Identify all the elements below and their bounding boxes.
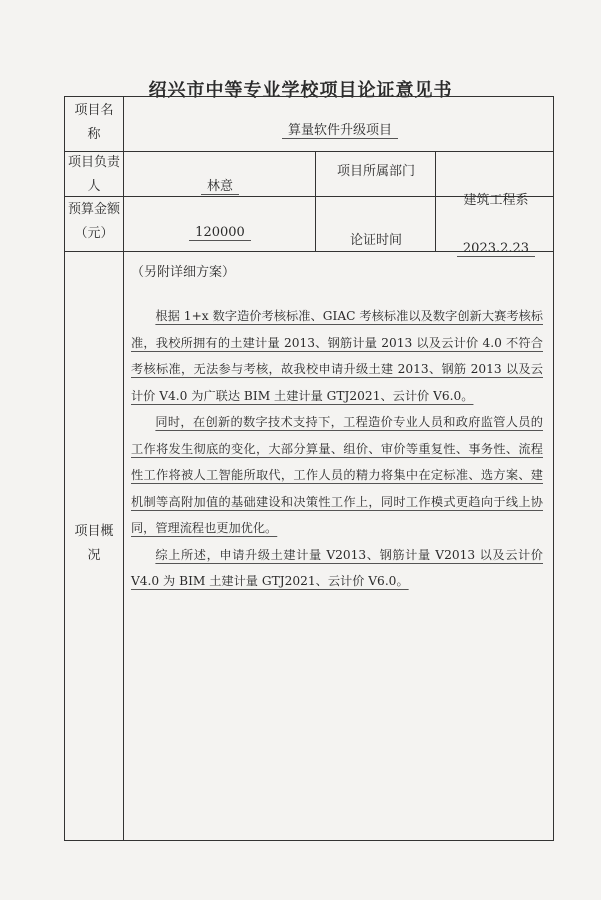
overview-label: 项目概况 [74, 524, 114, 563]
paragraph: 综上所述，申请升级土建计量 V2013、钢筋计量 V2013 以及云计价 V4.0 为 BIM 土建计量 GTJ2021、云计价 V6.0。 [131, 547, 543, 588]
date-label: 论证时间 [349, 233, 402, 248]
date-value: 2023.2.23 [437, 241, 555, 256]
dept-label: 项目所属部门 [336, 164, 415, 179]
owner-value: 林意 [125, 175, 315, 194]
dept-value: 建筑工程系 [463, 193, 529, 208]
overview-body [131, 303, 543, 595]
owner-label: 项目负责人 [67, 155, 120, 194]
budget-label: 预算金额（元） [67, 202, 120, 241]
name-label: 项目名称 [74, 103, 114, 142]
budget-value: 120000 [125, 225, 315, 240]
proposal-table [64, 96, 554, 841]
name-value: 算量软件升级项目 [125, 119, 555, 138]
document-title: 绍兴市中等专业学校项目论证意见书 [148, 80, 453, 101]
attachment-note: （另附详细方案） [131, 265, 236, 280]
paragraph: 根据 1+x 数字造价考核标准、GIAC 考核标准以及数字创新大赛考核标准，我校所拥有的土建计量 2013、钢筋计量 2013 以及云计价 4.0 不符合考核标准，无法参与考核，故我校申请升级土建 2013、钢筋 2013 以及云计价 V4.0 为广联达 BIM 土建计量 GTJ2021、云计价 V6.0。 [131, 309, 543, 403]
paragraph: 同时，在创新的数字技术支持下，工程造价专业人员和政府监管人员的工作将发生彻底的变化，大部分算量、组价、审价等重复性、事务性、流程性工作将被人工智能所取代，工作人员的精力将集中在定标准、选方案、建机制等高附加值的基础建设和决策性工作上，同时工作模式更趋向于线上协同，管理流程也更加优化。 [131, 415, 543, 535]
